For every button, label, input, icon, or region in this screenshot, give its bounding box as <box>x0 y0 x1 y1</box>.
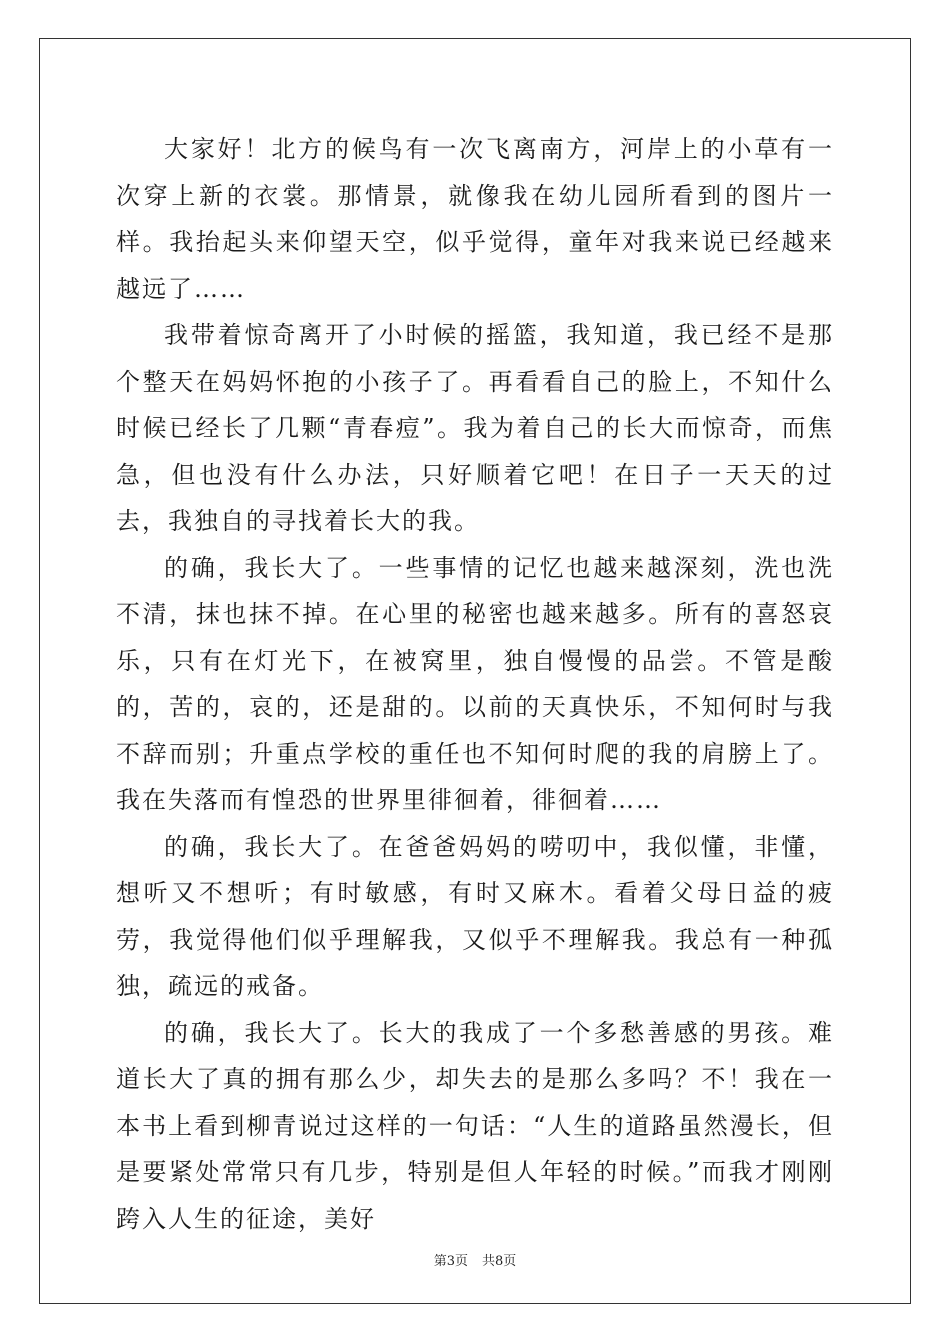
paragraph-1: 大家好！北方的候鸟有一次飞离南方，河岸上的小草有一次穿上新的衣裳。那情景，就像我在幼儿园所看到的图片一样。我抬起头来仰望天空，似乎觉得，童年对我来说已经越来越远了…… <box>116 135 834 303</box>
paragraph-3: 的确，我长大了。一些事情的记忆也越来越深刻，洗也洗不清，抹也抹不掉。在心里的秘密也越来越多。所有的喜怒哀乐，只有在灯光下，在被窝里，独自慢慢的品尝。不管是酸的，苦的，哀的，还是甜的。以前的天真快乐，不知何时与我不辞而别；升重点学校的重任也不知何时爬的我的肩膀上了。我在失落而有惶恐的世界里徘徊着，徘徊着…… <box>116 553 834 814</box>
paragraph-4: 的确，我长大了。在爸爸妈妈的唠叨中，我似懂，非懂，想听又不想听；有时敏感，有时又麻木。看着父母日益的疲劳，我觉得他们似乎理解我，又似乎不理解我。我总有一种孤独，疏远的戒备。 <box>116 832 834 1000</box>
paragraph-5: 的确，我长大了。长大的我成了一个多愁善感的男孩。难道长大了真的拥有那么少，却失去的是那么多吗？不！我在一本书上看到柳青说过这样的一句话：“人生的道路虽然漫长，但是要紧处常常只有几步，特别是但人年轻的时候。”而我才刚刚跨入人生的征途，美好 <box>116 1018 834 1233</box>
page-footer <box>0 1250 950 1269</box>
paragraph-2: 我带着惊奇离开了小时候的摇篮，我知道，我已经不是那个整天在妈妈怀抱的小孩子了。再看看自己的脸上，不知什么时候已经长了几颗“青春痘”。我为着自己的长大而惊奇，而焦急，但也没有什么办法，只好顺着它吧！在日子一天天的过去，我独自的寻找着长大的我。 <box>116 321 834 535</box>
page-number-total: 共8页 <box>482 1254 517 1269</box>
document-body <box>116 126 834 1242</box>
page-number-current: 第3页 <box>433 1254 468 1269</box>
